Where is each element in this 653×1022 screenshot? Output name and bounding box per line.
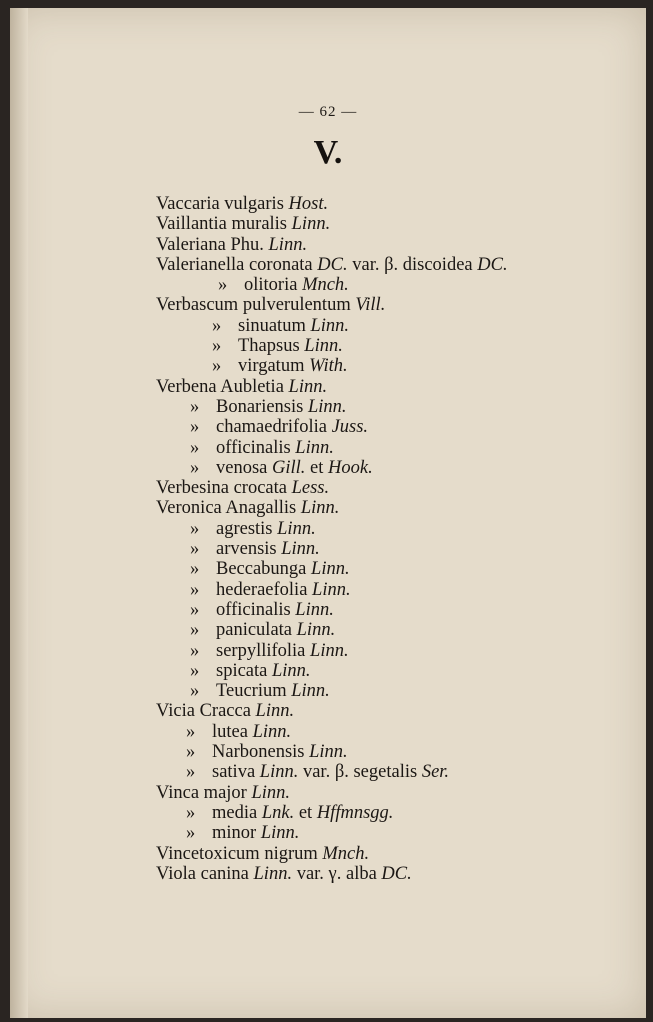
list-item [156,458,636,478]
list-item [156,559,636,579]
authority: Lnk. [261,802,295,823]
ditto-mark: » [186,742,196,763]
authority: With. [309,356,348,377]
authority: Linn. [296,620,336,641]
authority: Linn. [310,315,350,336]
list-item [156,580,636,600]
authority: Linn. [281,539,320,560]
authority: Gill. [272,457,306,478]
list-item [156,214,636,234]
authority: Linn. [295,599,334,620]
ditto-mark: » [186,802,196,823]
species-name: Beccabunga [216,559,307,580]
variety-authority: Hook. [328,457,373,478]
species-name: agrestis [216,518,273,539]
species-name: venosa [216,457,268,478]
species-name: officinalis [216,437,291,458]
list-item [156,641,636,661]
authority: Linn. [307,396,347,417]
variety-note: et [310,457,324,478]
species-name: officinalis [216,599,291,620]
authority: Linn. [291,214,331,235]
authority: Linn. [253,863,293,884]
list-item [156,600,636,620]
species-name: serpyllifolia [216,640,306,661]
authority: Host. [288,194,329,214]
list-item [156,539,636,559]
list-item [156,519,636,539]
list-item [156,620,636,640]
species-name: arvensis [216,539,277,560]
species-name: Veronica Anagallis [156,498,297,519]
species-list [156,194,636,884]
species-name: Vinca major [156,782,247,803]
authority: Linn. [295,437,334,458]
list-item [156,397,636,417]
species-name: media [212,802,258,823]
authority: Juss. [331,417,369,438]
authority: Linn. [304,336,343,357]
species-name: Thapsus [238,336,300,357]
species-name: olitoria [244,275,298,296]
ditto-mark: » [190,640,200,661]
species-name: Vincetoxicum nigrum [156,843,318,864]
page-number: — 62 — [298,104,358,120]
ditto-mark: » [190,518,200,539]
authority: Linn. [288,376,328,397]
species-name: Vaillantia muralis [156,214,288,235]
authority: Linn. [291,681,330,702]
list-item [156,255,636,275]
variety-authority: Hffmnsgg. [316,802,394,823]
list-item [156,498,636,518]
authority: Less. [291,478,330,499]
ditto-mark: » [190,681,200,702]
list-item [156,783,636,803]
authority: Linn. [277,518,316,539]
ditto-mark: » [190,539,200,560]
ditto-mark: » [186,721,196,742]
ditto-mark: » [190,457,200,478]
list-item [156,701,636,721]
list-item [156,864,636,884]
list-item [156,417,636,437]
list-item [156,762,636,782]
species-name: Teucrium [216,681,287,702]
book-page [10,8,646,1018]
ditto-mark: » [212,315,222,336]
ditto-mark: » [190,417,200,438]
authority: Linn. [311,559,350,580]
authority: Linn. [260,823,300,844]
authority: Linn. [268,234,308,255]
list-item [156,438,636,458]
variety-note: var. γ. alba [296,863,377,884]
species-name: paniculata [216,620,293,641]
authority: Linn. [255,701,295,722]
species-name: virgatum [238,356,305,377]
variety-note: var. β. discoidea [352,254,473,275]
authority: Vill. [355,295,386,316]
list-item [156,478,636,498]
list-item [156,235,636,255]
variety-note: var. β. segetalis [302,762,418,783]
species-name: Narbonensis [212,742,305,763]
species-name: Viola canina [156,863,249,884]
ditto-mark: » [190,620,200,641]
list-item [156,275,636,295]
section-letter: V. [313,134,343,171]
list-item [156,742,636,762]
list-item [156,295,636,315]
ditto-mark: » [190,437,200,458]
species-name: Valeriana Phu. [156,234,264,255]
authority: Linn. [300,498,340,519]
ditto-mark: » [186,762,196,783]
ditto-mark: » [190,559,200,580]
list-item [156,194,636,214]
list-item [156,336,636,356]
ditto-mark: » [186,823,196,844]
authority: Linn. [251,782,291,803]
species-name: Vaccaria vulgaris [156,194,284,214]
list-item [156,722,636,742]
species-name: Verbesina crocata [156,478,287,499]
species-name: minor [212,823,257,844]
authority: Linn. [259,762,299,783]
variety-note: et [298,802,313,823]
species-name: spicata [216,660,268,681]
ditto-mark: » [190,599,200,620]
authority: DC. [317,254,348,275]
species-name: Verbascum pulverulentum [156,295,351,316]
species-name: Bonariensis [216,396,304,417]
authority: Linn. [252,721,292,742]
species-name: hederaefolia [216,579,308,600]
species-name: Vicia Cracca [156,701,251,722]
variety-authority: DC. [381,863,412,884]
list-item [156,356,636,376]
authority: Linn. [312,579,351,600]
list-item [156,661,636,681]
list-item [156,316,636,336]
species-name: chamaedrifolia [216,417,327,438]
list-item [156,681,636,701]
variety-authority: Ser. [421,762,450,783]
list-item [156,823,636,843]
ditto-mark: » [190,396,200,417]
list-item [156,803,636,823]
ditto-mark: » [190,660,200,681]
authority: Mnch. [302,275,349,296]
ditto-mark: » [212,356,222,377]
authority: Linn. [310,640,349,661]
species-name: Valerianella coronata [156,254,313,275]
authority: Linn. [272,660,311,681]
authority: Mnch. [322,843,370,864]
ditto-mark: » [218,275,228,296]
variety-authority: DC. [477,254,508,275]
species-name: sinuatum [238,315,306,336]
species-name: sativa [212,762,256,783]
ditto-mark: » [190,579,200,600]
species-name: lutea [212,721,248,742]
list-item [156,377,636,397]
ditto-mark: » [212,336,222,357]
authority: Linn. [309,742,348,763]
species-name: Verbena Aubletia [156,376,284,397]
list-item [156,844,636,864]
